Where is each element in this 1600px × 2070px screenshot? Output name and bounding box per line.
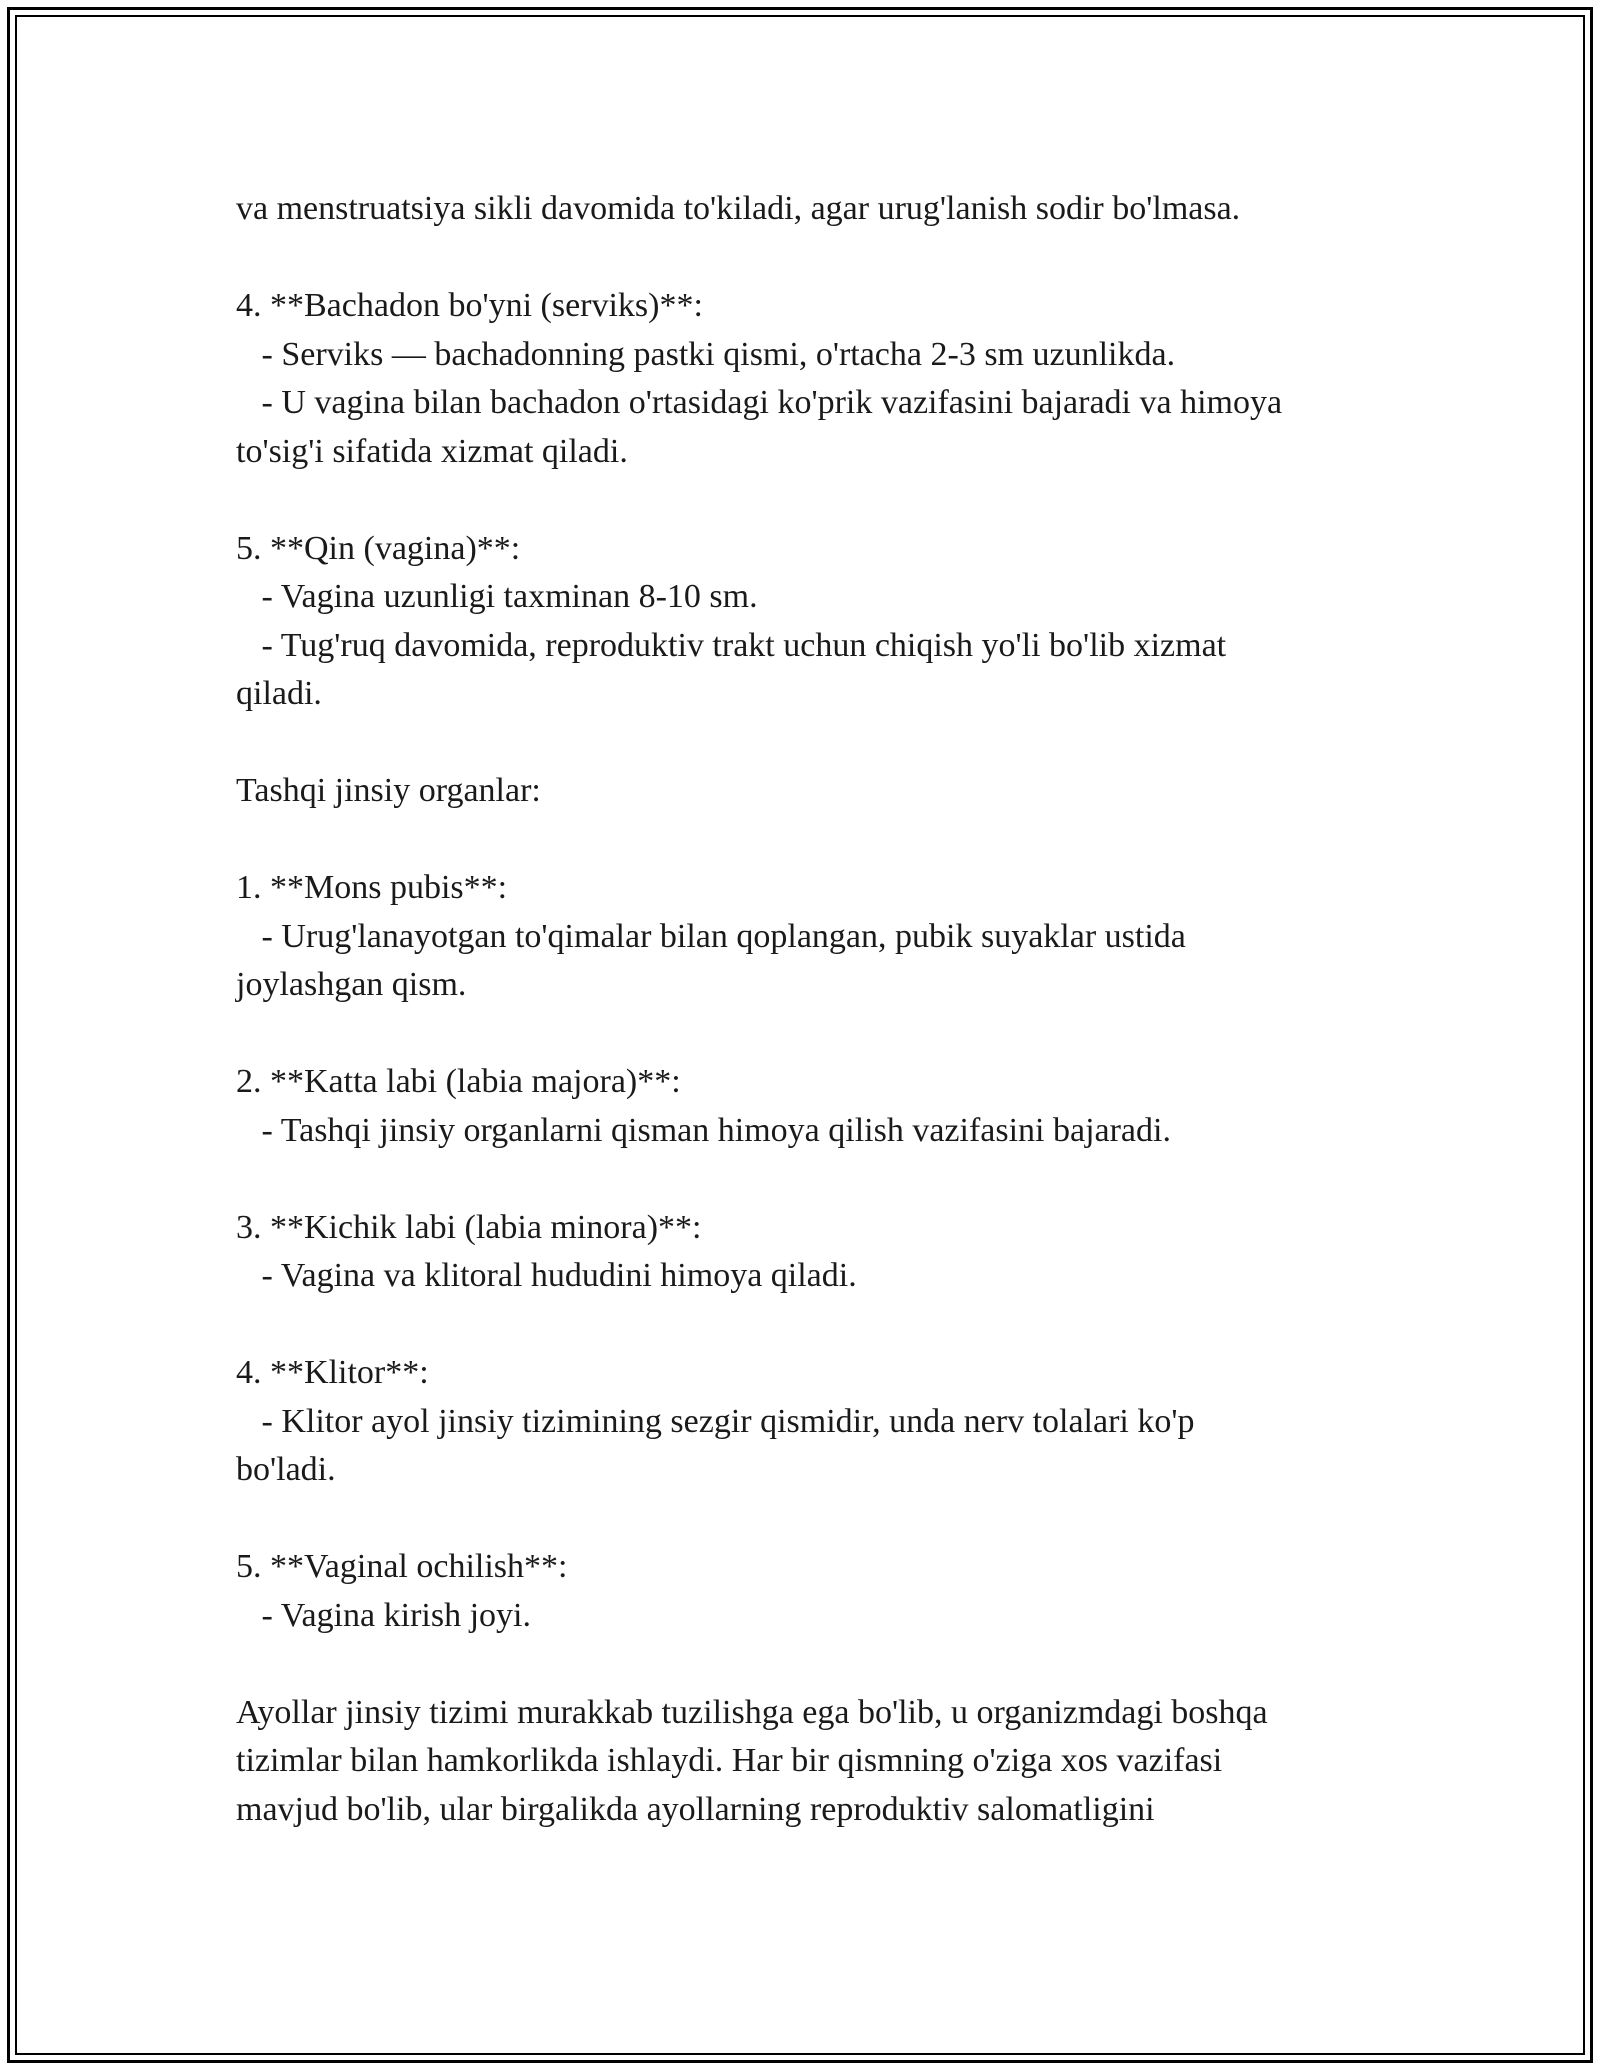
section-heading: 4. **Klitor**:	[236, 1354, 429, 1391]
section-heading: 2. **Katta labi (labia majora)**:	[236, 1063, 681, 1100]
section-heading: 5. **Vaginal ochilish**:	[236, 1548, 568, 1585]
text-line: - Vagina uzunligi taxminan 8-10 sm.	[236, 578, 758, 615]
blank-line	[236, 1155, 1396, 1204]
text-line: - U vagina bilan bachadon o'rtasidagi ko'prik vazifasini bajaradi va himoya	[236, 384, 1283, 421]
blank-line	[236, 234, 1396, 283]
blank-line	[236, 1010, 1396, 1059]
text-line: - Klitor ayol jinsiy tizimining sezgir qismidir, unda nerv tolalari ko'p	[236, 1402, 1195, 1440]
text-line: - Urug'lanayotgan to'qimalar bilan qoplangan, pubik suyaklar ustida	[236, 917, 1186, 955]
blank-line	[236, 719, 1396, 768]
text-line: bo'ladi.	[236, 1451, 336, 1488]
section-title: Tashqi jinsiy organlar:	[236, 772, 541, 809]
text-line: joylashgan qism.	[236, 966, 467, 1003]
section-heading: 5. **Qin (vagina)**:	[236, 529, 521, 567]
section-heading: 1. **Mons pubis**:	[236, 869, 508, 906]
text-line: qiladi.	[236, 675, 322, 712]
blank-line	[236, 1640, 1396, 1689]
text-line: va menstruatsiya sikli davomida to'kiladi, agar urug'lanish sodir bo'lmasa.	[236, 190, 1241, 227]
blank-line	[236, 476, 1396, 525]
blank-line	[236, 1495, 1396, 1544]
text-line: to'sig'i sifatida xizmat qiladi.	[236, 432, 628, 470]
section-heading: 4. **Bachadon bo'yni (serviks)**:	[236, 287, 703, 324]
text-line: - Vagina kirish joyi.	[236, 1596, 531, 1634]
text-line: - Tug'ruq davomida, reproduktiv trakt uchun chiqish yo'li bo'lib xizmat	[236, 626, 1227, 664]
text-line: Ayollar jinsiy tizimi murakkab tuzilishga ega bo'lib, u organizmdagi boshqa	[236, 1693, 1268, 1731]
text-line: - Serviks — bachadonning pastki qismi, o'rtacha 2-3 sm uzunlikda.	[236, 335, 1176, 373]
text-line: tizimlar bilan hamkorlikda ishlaydi. Har bir qismning o'ziga xos vazifasi	[236, 1742, 1223, 1779]
text-line: mavjud bo'lib, ular birgalikda ayollarning reproduktiv salomatligini	[236, 1790, 1155, 1828]
document-body	[236, 185, 1396, 1834]
blank-line	[236, 816, 1396, 865]
text-line: - Tashqi jinsiy organlarni qisman himoya qilish vazifasini bajaradi.	[236, 1111, 1171, 1149]
section-heading: 3. **Kichik labi (labia minora)**:	[236, 1208, 702, 1246]
blank-line	[236, 1301, 1396, 1350]
text-line: - Vagina va klitoral hududini himoya qiladi.	[236, 1257, 857, 1294]
